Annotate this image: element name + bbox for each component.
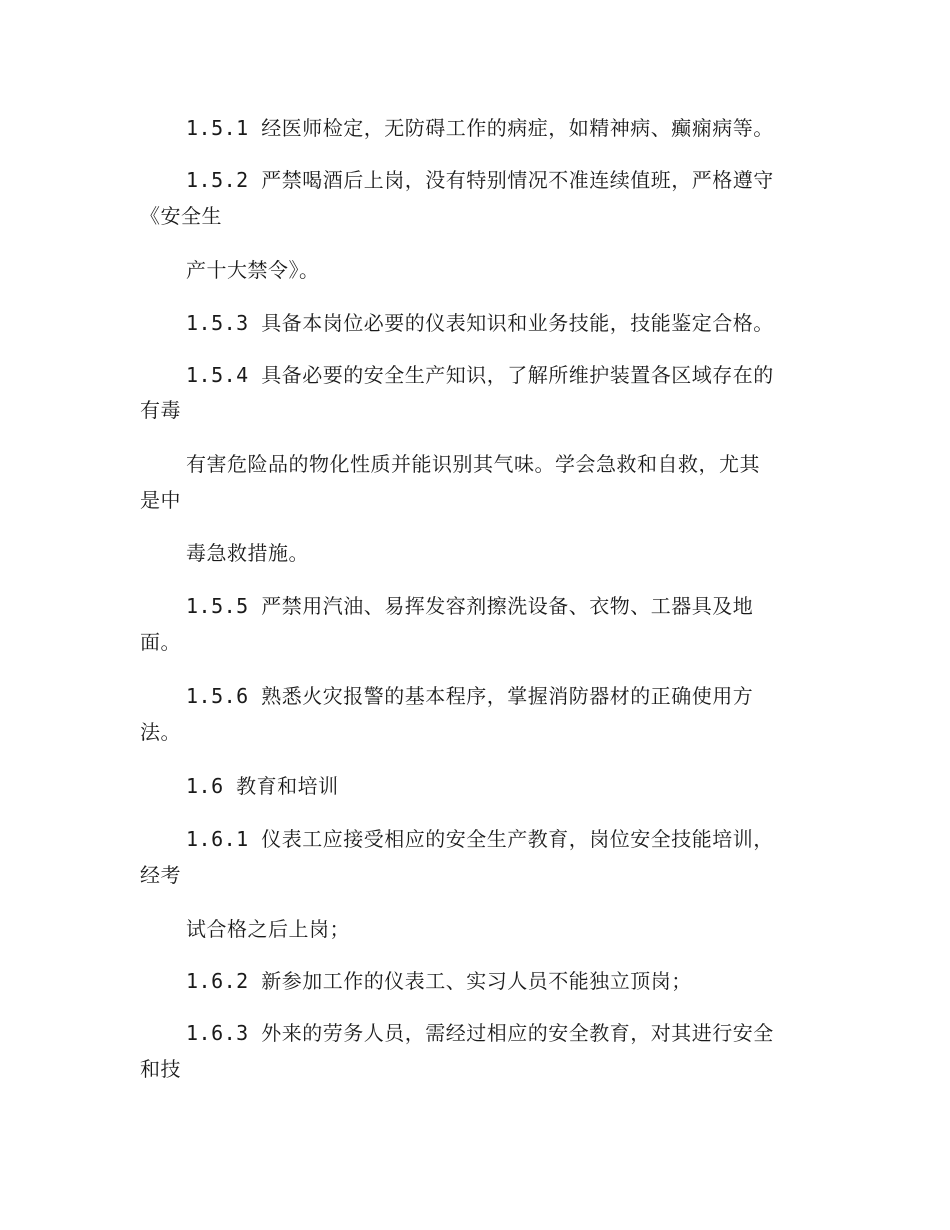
clause-1-6-3-continuation: 和技: [140, 1057, 181, 1081]
clause-1-5-2-continuation: 产十大禁令》。: [186, 258, 320, 282]
clause-1-5-4-continuation: 毒急救措施。: [186, 541, 309, 565]
section-heading-1-6: 1.6 教育和培训: [186, 774, 339, 798]
clause-1-6-3: 1.6.3 外来的劳务人员，需经过相应的安全教育，对其进行安全: [186, 1021, 774, 1045]
clause-1-5-4-continuation: 是中: [140, 488, 181, 512]
clause-1-5-4-continuation: 有害危险品的物化性质并能识别其气味。学会急救和自救，尤其: [186, 452, 760, 476]
clause-1-6-2: 1.6.2 新参加工作的仪表工、实习人员不能独立顶岗；: [186, 969, 692, 993]
clause-1-5-2: 1.5.2 严禁喝酒后上岗，没有特别情况不准连续值班，严格遵守: [186, 168, 774, 192]
clause-1-5-6-continuation: 法。: [140, 720, 181, 744]
clause-1-5-5-continuation: 面。: [140, 630, 181, 654]
clause-1-6-1-continuation: 经考: [140, 863, 181, 887]
clause-1-6-1: 1.6.1 仪表工应接受相应的安全生产教育，岗位安全技能培训，: [186, 827, 774, 851]
clause-1-6-1-continuation: 试合格之后上岗；: [186, 917, 350, 941]
clause-1-5-3: 1.5.3 具备本岗位必要的仪表知识和业务技能，技能鉴定合格。: [186, 311, 774, 335]
clause-1-5-2-continuation: 《安全生: [140, 204, 222, 228]
clause-1-5-1: 1.5.1 经医师检定，无防碍工作的病症，如精神病、癫痫病等。: [186, 116, 774, 140]
clause-1-5-4: 1.5.4 具备必要的安全生产知识，了解所维护装置各区域存在的: [186, 363, 774, 387]
clause-1-5-6: 1.5.6 熟悉火灾报警的基本程序，掌握消防器材的正确使用方: [186, 684, 754, 708]
clause-1-5-5: 1.5.5 严禁用汽油、易挥发容剂擦洗设备、衣物、工器具及地: [186, 594, 754, 618]
clause-1-5-4-continuation: 有毒: [140, 398, 181, 422]
